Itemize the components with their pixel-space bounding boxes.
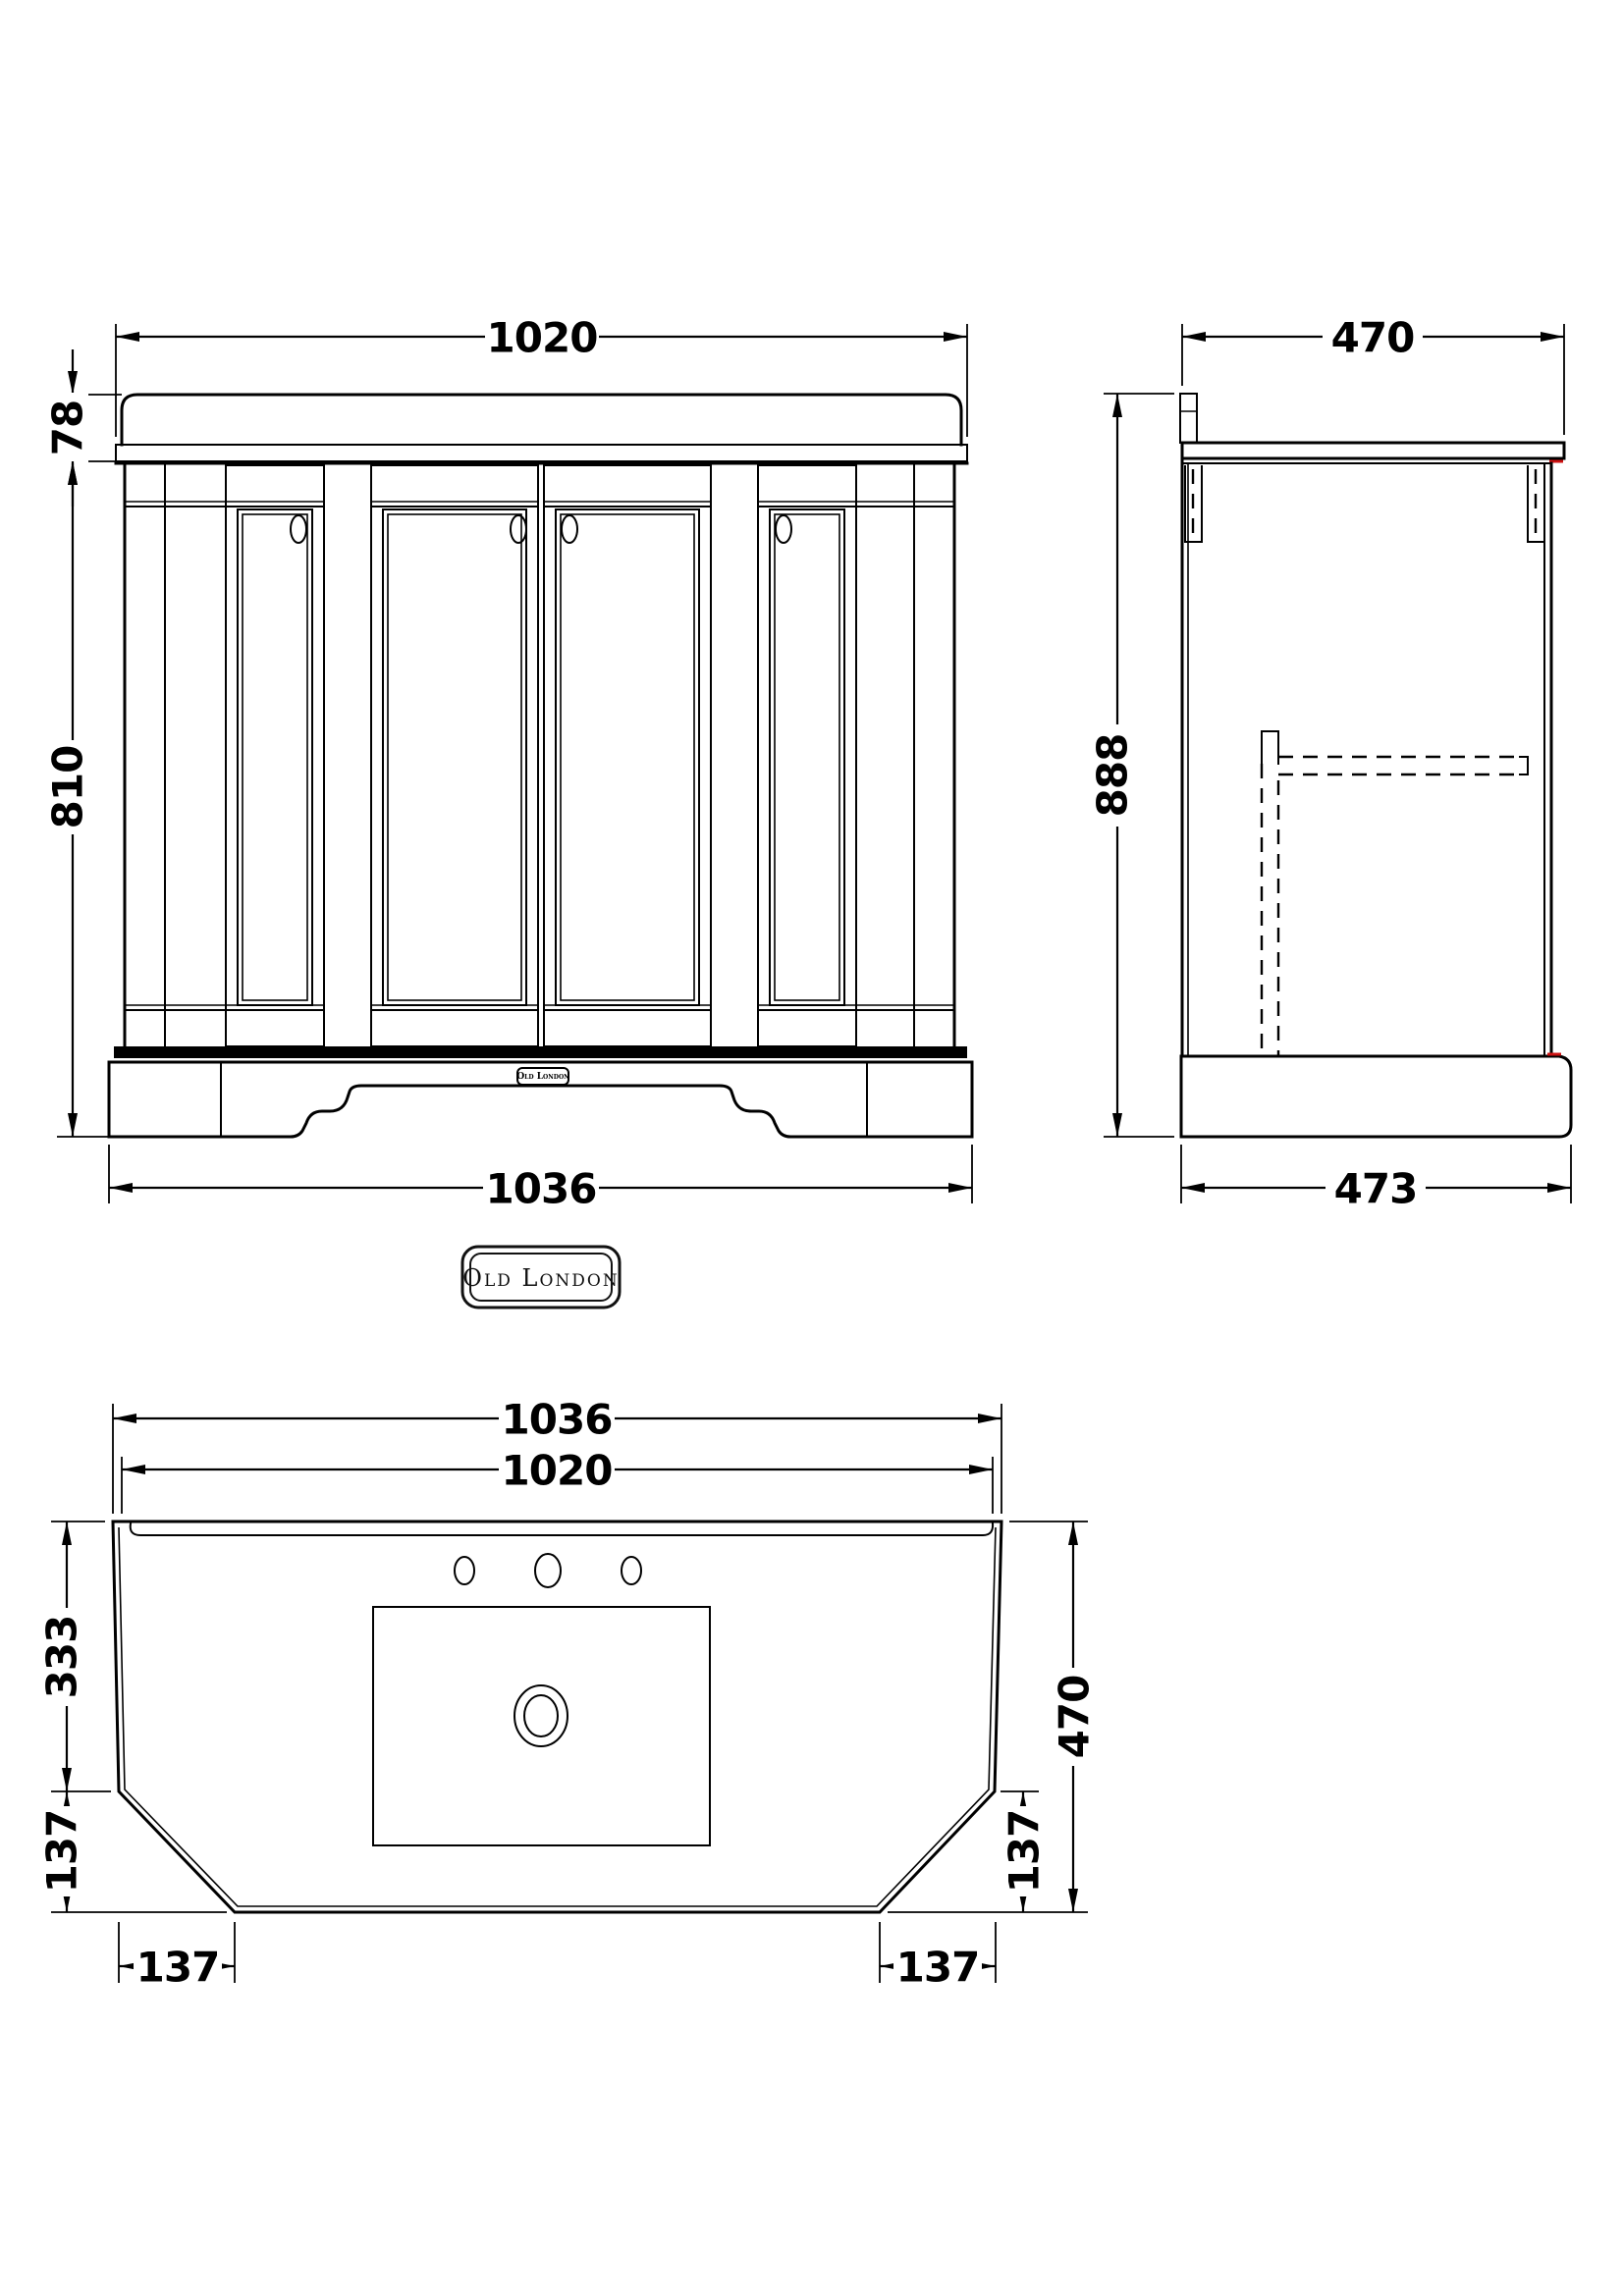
tap-hole-left <box>455 1557 474 1584</box>
hidden-pipework <box>1262 731 1528 1056</box>
front-view <box>44 314 973 1213</box>
side-worktop <box>1180 394 1564 463</box>
plan-view <box>38 1396 1099 1992</box>
dim-plan-outer-width: 1036 <box>501 1395 613 1444</box>
door-2 <box>371 465 538 1046</box>
tap-hole-centre <box>535 1554 561 1587</box>
waste-outlet-inner <box>524 1695 558 1736</box>
cabinet-base-shadow <box>114 1046 967 1058</box>
door-3 <box>544 465 711 1046</box>
bottom-rail-lines <box>125 1005 954 1010</box>
front-worktop <box>116 395 967 463</box>
fixing-bracket-front <box>1528 466 1544 542</box>
side-dimensions <box>1089 314 1572 1213</box>
dim-plan-chamfer-left-width: 137 <box>135 1943 220 1992</box>
plinth-badge-label: Old London <box>516 1072 569 1082</box>
dim-side-height: 888 <box>1088 733 1137 818</box>
dim-plan-back-depth: 333 <box>37 1615 86 1699</box>
brand-badge <box>462 1247 620 1308</box>
knob-door-2 <box>511 515 526 543</box>
front-dimensions <box>44 314 973 1213</box>
dim-side-top-depth: 470 <box>1330 313 1415 362</box>
brand-badge-label: Old London <box>462 1264 620 1292</box>
top-rail-lines <box>125 502 954 507</box>
door-handles <box>291 515 791 543</box>
knob-door-3 <box>562 515 577 543</box>
dim-plan-chamfer-left-depth: 137 <box>37 1809 86 1894</box>
knob-door-4 <box>776 515 791 543</box>
plinth-badge <box>516 1068 569 1085</box>
sink-bowl <box>373 1607 710 1845</box>
dim-plan-chamfer-right-depth: 137 <box>1000 1809 1049 1894</box>
dim-front-worktop-height: 78 <box>43 400 92 456</box>
door-1 <box>226 465 324 1046</box>
dim-plan-basin-width: 1020 <box>501 1446 613 1495</box>
dim-plan-chamfer-right-width: 137 <box>895 1943 980 1992</box>
knob-door-1 <box>291 515 306 543</box>
door-4 <box>758 465 856 1046</box>
door-panels <box>238 509 844 1005</box>
dim-side-base-depth: 473 <box>1333 1164 1418 1213</box>
plan-dimensions <box>38 1396 1099 1992</box>
tap-hole-right <box>622 1557 641 1584</box>
side-cabinet <box>1182 443 1551 1056</box>
front-plinth <box>109 1062 972 1137</box>
side-plinth <box>1181 1054 1571 1137</box>
dim-front-base-width: 1036 <box>485 1164 597 1213</box>
front-cabinet <box>114 465 967 1058</box>
dim-front-cabinet-height: 810 <box>43 745 92 829</box>
dim-front-top-width: 1020 <box>486 313 598 362</box>
dim-plan-overall-depth: 470 <box>1050 1675 1099 1759</box>
tap-holes <box>455 1554 641 1587</box>
side-view <box>1089 314 1572 1213</box>
